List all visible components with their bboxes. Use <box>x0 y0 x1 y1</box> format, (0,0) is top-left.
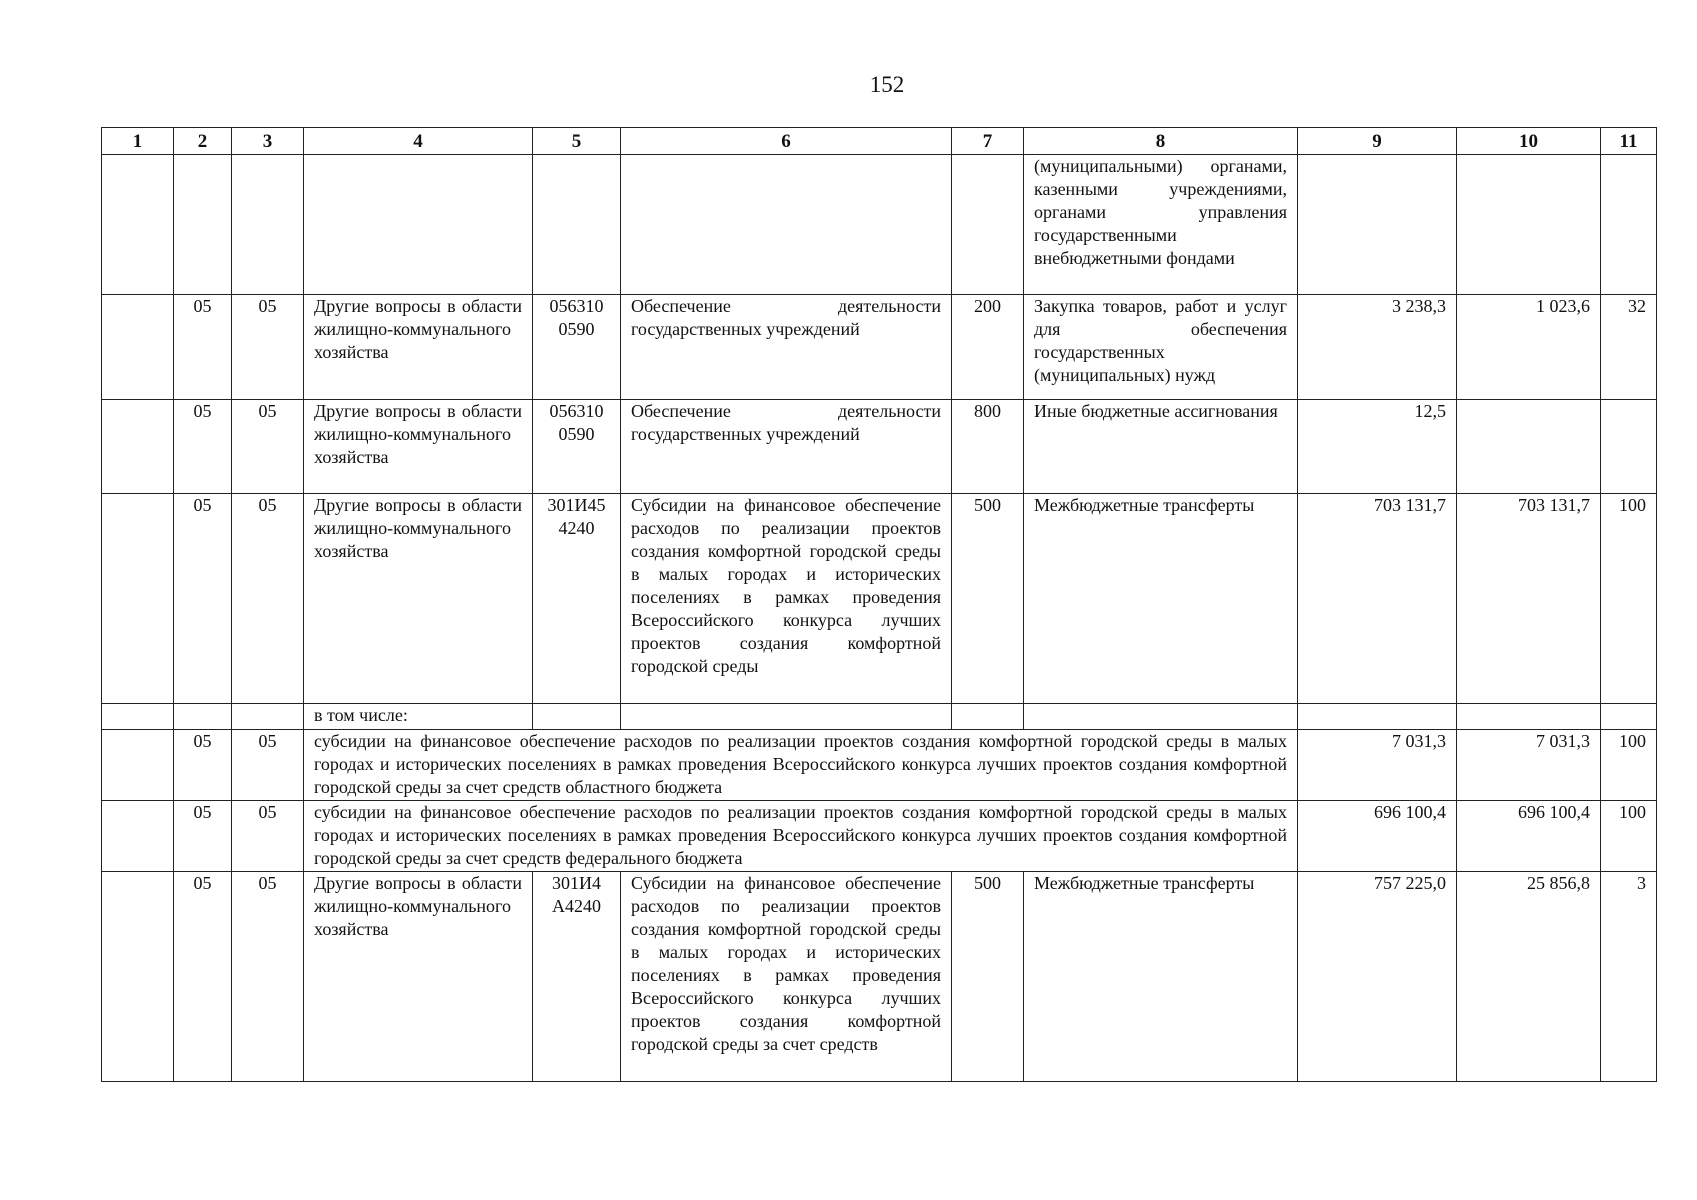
cell-target-name: Обеспечение деятельности государственных учреждений <box>621 295 952 400</box>
cell-subsection: 05 <box>232 400 304 494</box>
cell-percent: 3 <box>1601 872 1657 1082</box>
table-row <box>102 801 1657 872</box>
table-row <box>102 730 1657 801</box>
cell-section: 05 <box>174 400 232 494</box>
cell-expense-code: 200 <box>952 295 1024 400</box>
cell-section: 05 <box>174 494 232 704</box>
cell-section-name: Другие вопросы в области жилищно-коммунального хозяйства <box>304 494 533 704</box>
header-cell: 2 <box>174 128 232 155</box>
cell-expense-code: 500 <box>952 494 1024 704</box>
cell-expense-code: 800 <box>952 400 1024 494</box>
cell-section-name: Другие вопросы в области жилищно-коммунального хозяйства <box>304 872 533 1082</box>
cell-expense-type: (муниципальными) органами, казенными учреждениями, органами управления государственными внебюджетными фондами <box>1024 155 1298 295</box>
header-row <box>102 128 1657 155</box>
cell-plan: 757 225,0 <box>1298 872 1457 1082</box>
cell-section: 05 <box>174 730 232 801</box>
cell-percent: 32 <box>1601 295 1657 400</box>
cell-target-code: 301И45 4240 <box>533 494 621 704</box>
cell-expense-type: Закупка товаров, работ и услуг для обеспечения государственных (муниципальных) нужд <box>1024 295 1298 400</box>
cell-expense-code: 500 <box>952 872 1024 1082</box>
cell-target-name: Субсидии на финансовое обеспечение расходов по реализации проектов создания комфортной городской среды в малых городах и исторических поселениях в рамках проведения Всероссийского конкурса лучших проектов создания комфортной городской среды за счет средств <box>621 872 952 1082</box>
cell-subsection: 05 <box>232 730 304 801</box>
header-cell: 4 <box>304 128 533 155</box>
cell-actual <box>1457 400 1601 494</box>
cell-section-name: Другие вопросы в области жилищно-коммунального хозяйства <box>304 400 533 494</box>
table-row <box>102 494 1657 704</box>
cell-actual: 703 131,7 <box>1457 494 1601 704</box>
cell-expense-type: Межбюджетные трансферты <box>1024 494 1298 704</box>
budget-table <box>101 127 1657 1082</box>
cell-section: 05 <box>174 295 232 400</box>
cell-target-code: 056310 0590 <box>533 295 621 400</box>
table-row <box>102 155 1657 295</box>
cell-percent: 100 <box>1601 494 1657 704</box>
header-cell: 11 <box>1601 128 1657 155</box>
cell-percent <box>1601 400 1657 494</box>
header-cell: 6 <box>621 128 952 155</box>
header-cell: 8 <box>1024 128 1298 155</box>
cell-section: 05 <box>174 872 232 1082</box>
cell-percent: 100 <box>1601 801 1657 872</box>
cell-expense-type: Иные бюджетные ассигнования <box>1024 400 1298 494</box>
cell-section: 05 <box>174 801 232 872</box>
cell-subsidy-description: субсидии на финансовое обеспечение расходов по реализации проектов создания комфортной городской среды в малых городах и исторических поселениях в рамках проведения Всероссийского конкурса лучших проектов создания комфортной городской среды за счет средств областного бюджета <box>304 730 1298 801</box>
cell-target-code: 301И4 А4240 <box>533 872 621 1082</box>
cell-target-name: Субсидии на финансовое обеспечение расходов по реализации проектов создания комфортной городской среды в малых городах и исторических поселениях в рамках проведения Всероссийского конкурса лучших проектов создания комфортной городской среды <box>621 494 952 704</box>
header-cell: 1 <box>102 128 174 155</box>
cell-plan: 696 100,4 <box>1298 801 1457 872</box>
table-row <box>102 295 1657 400</box>
cell-percent: 100 <box>1601 730 1657 801</box>
cell-subsection: 05 <box>232 801 304 872</box>
cell-plan: 3 238,3 <box>1298 295 1457 400</box>
table-row <box>102 872 1657 1082</box>
cell-actual: 7 031,3 <box>1457 730 1601 801</box>
cell-section-name: Другие вопросы в области жилищно-коммунального хозяйства <box>304 295 533 400</box>
table-row <box>102 704 1657 730</box>
header-cell: 10 <box>1457 128 1601 155</box>
cell-expense-type: Межбюджетные трансферты <box>1024 872 1298 1082</box>
header-cell: 3 <box>232 128 304 155</box>
cell-actual: 25 856,8 <box>1457 872 1601 1082</box>
cell-target-name: Обеспечение деятельности государственных учреждений <box>621 400 952 494</box>
cell-plan: 703 131,7 <box>1298 494 1457 704</box>
page-number: 152 <box>869 72 905 97</box>
cell-plan: 7 031,3 <box>1298 730 1457 801</box>
cell-subsection: 05 <box>232 494 304 704</box>
header-cell: 7 <box>952 128 1024 155</box>
cell-subsidy-description: субсидии на финансовое обеспечение расходов по реализации проектов создания комфортной городской среды в малых городах и исторических поселениях в рамках проведения Всероссийского конкурса лучших проектов создания комфортной городской среды за счет средств федерального бюджета <box>304 801 1298 872</box>
cell-subsection: 05 <box>232 295 304 400</box>
cell-subsection: 05 <box>232 872 304 1082</box>
header-cell: 9 <box>1298 128 1457 155</box>
cell-actual: 696 100,4 <box>1457 801 1601 872</box>
cell-target-code: 056310 0590 <box>533 400 621 494</box>
header-cell: 5 <box>533 128 621 155</box>
including-label: в том числе: <box>304 704 533 730</box>
table-row <box>102 400 1657 494</box>
cell-actual: 1 023,6 <box>1457 295 1601 400</box>
cell-plan: 12,5 <box>1298 400 1457 494</box>
